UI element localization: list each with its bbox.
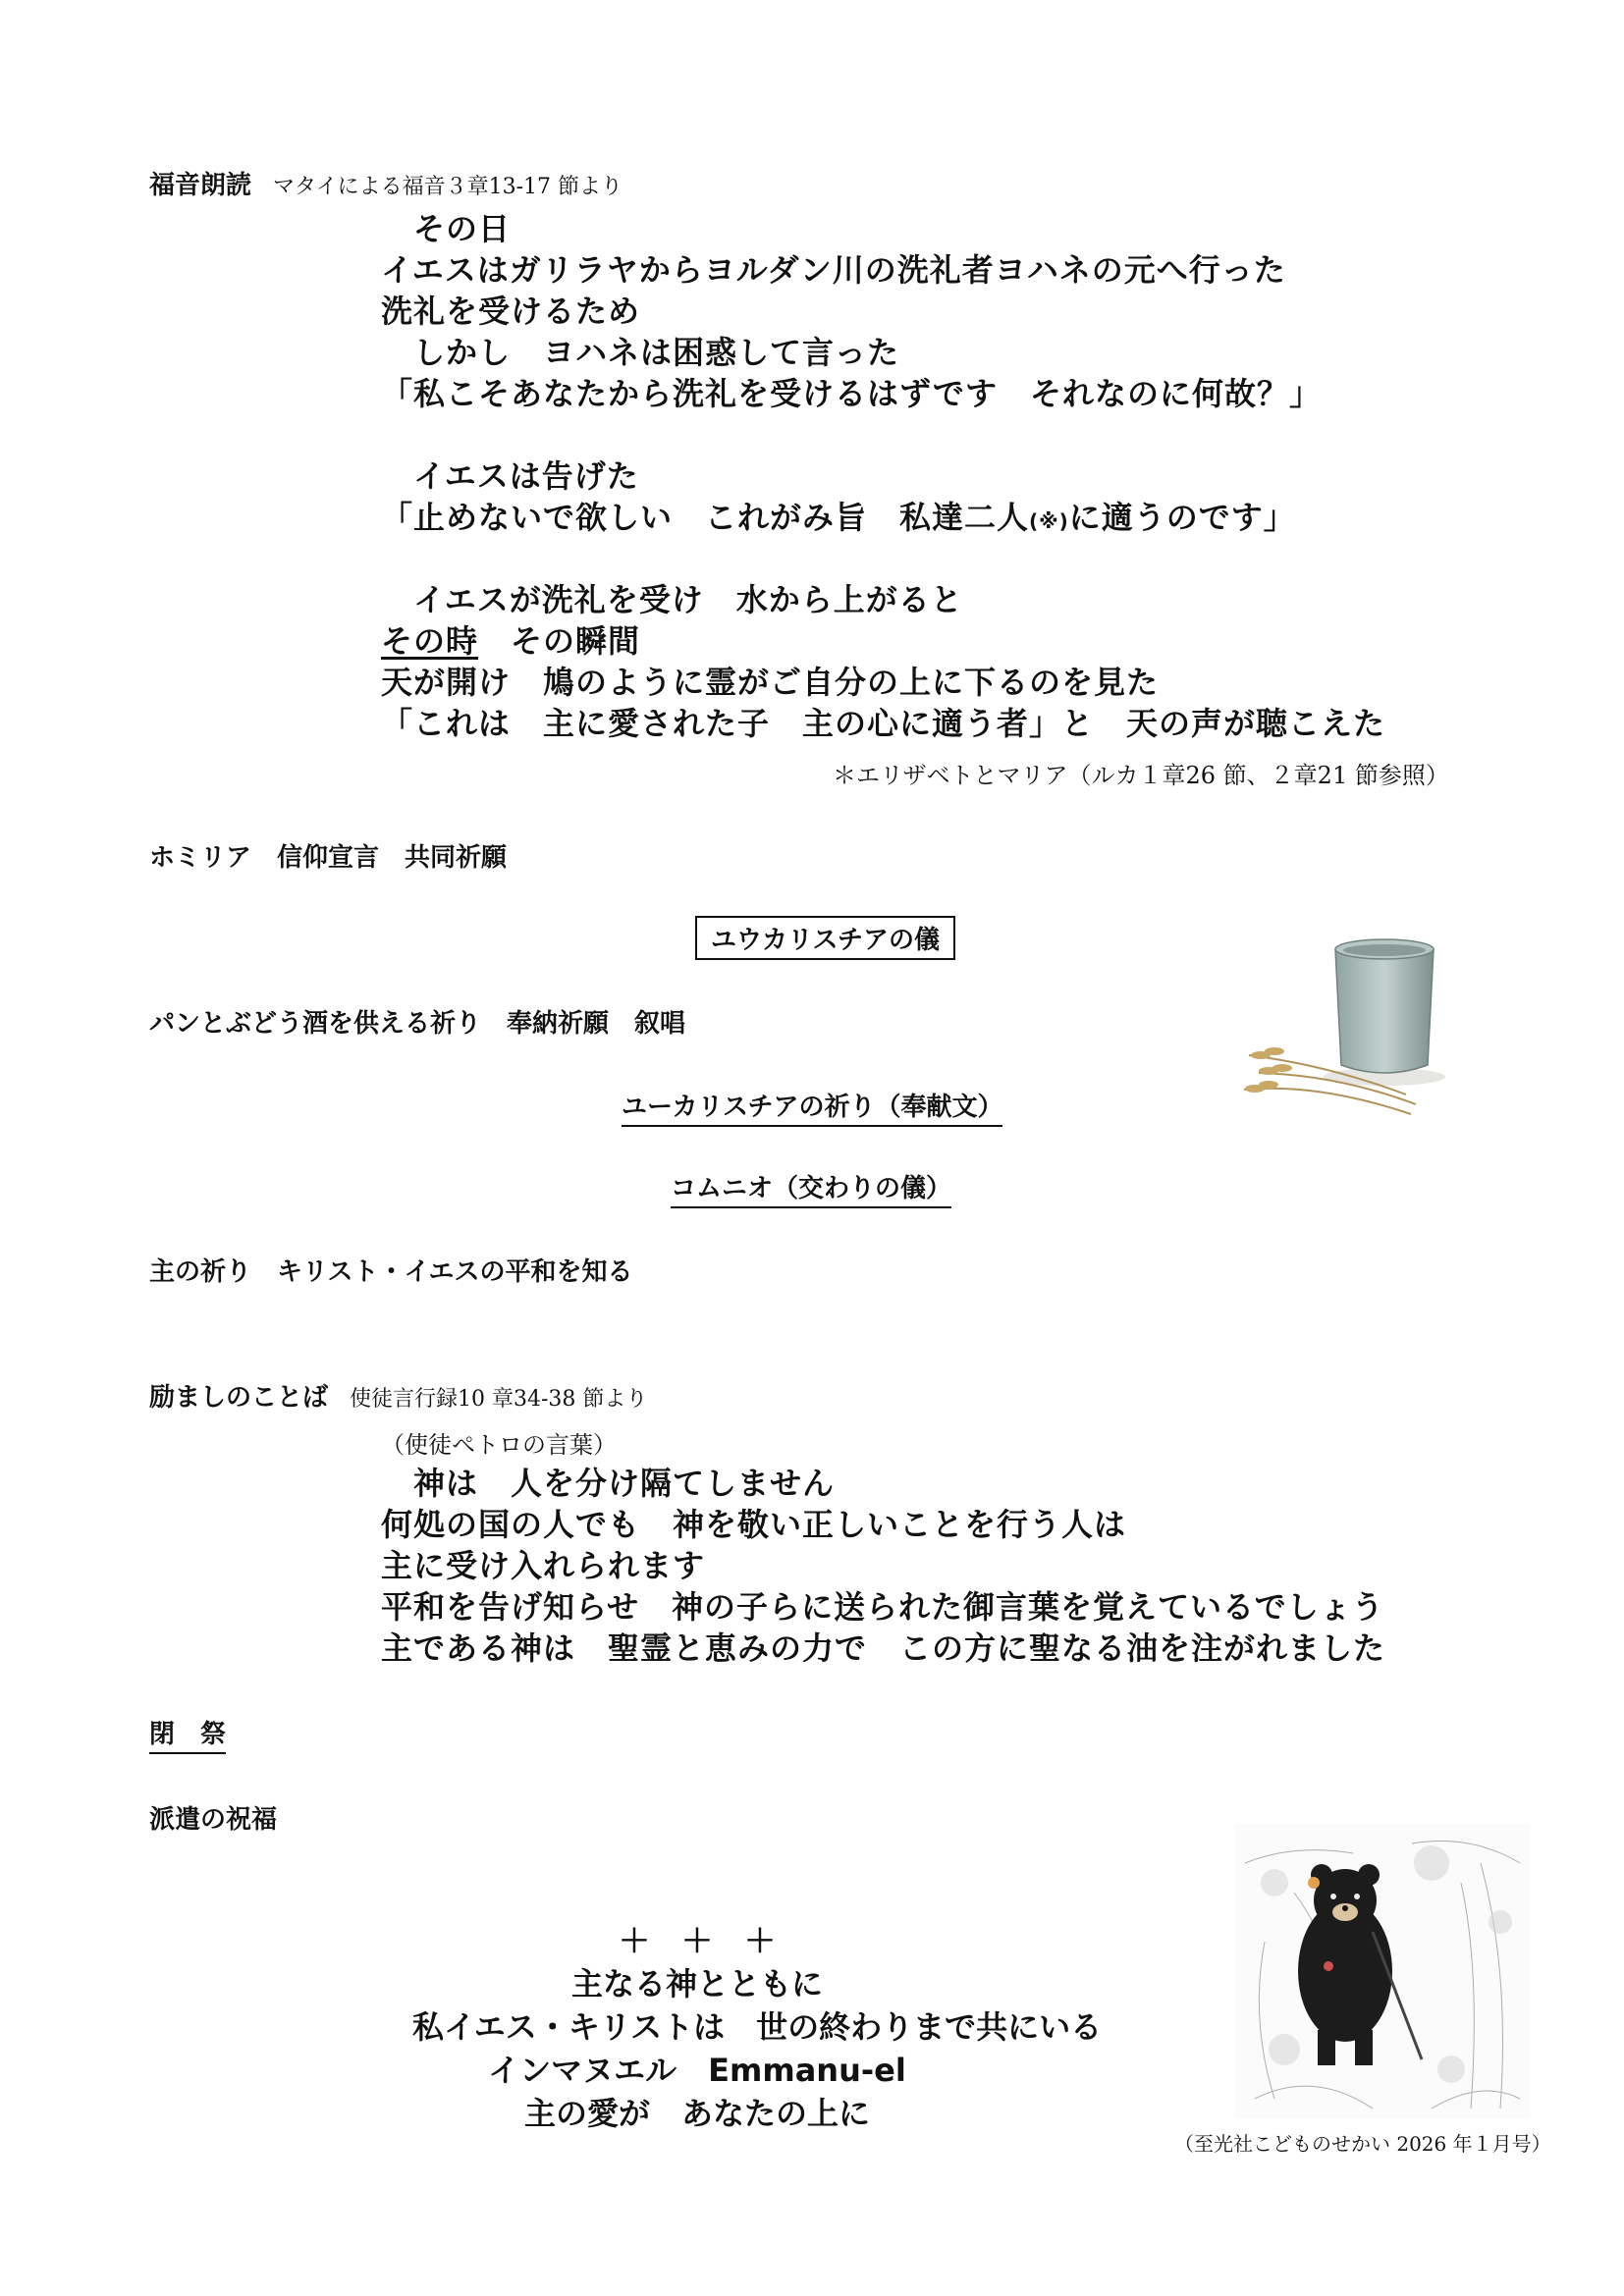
final-blessing-block	[412, 1919, 1103, 2135]
encouragement-reference: 使徒言行録10 章34-38 節より	[350, 1387, 648, 1412]
verse-line-part: その瞬間	[478, 622, 641, 660]
verse-line: 平和を告げ知らせ 神の子らに送られた御言葉を覚えているでしょう	[381, 1588, 1384, 1626]
verse-line: しかし ヨハネは困惑して言った	[381, 334, 900, 371]
verse-line: 「これは 主に愛された子 主の心に適う者」と 天の声が聴こえた	[381, 705, 1386, 742]
encouragement-heading	[149, 1377, 647, 1414]
cup-illustration-svg	[1239, 908, 1455, 1134]
communion-title: コムニオ（交わりの儀）	[671, 1168, 951, 1208]
final-line: 主なる神とともに	[570, 1965, 823, 2002]
offertory-line: パンとぶどう酒を供える祈り 奉納祈願 叙唱	[149, 1009, 686, 1039]
cup-with-wheat-illustration	[1239, 908, 1455, 1134]
footnote-mark: (※)	[1029, 509, 1069, 533]
encouragement-heading-label: 励ましのことば	[149, 1383, 329, 1413]
verse-line: 何処の国の人でも 神を敬い正しいことを行う人は	[381, 1506, 1127, 1543]
bear-illustration-svg	[1235, 1824, 1530, 2118]
eucharist-title: ユウカリスチアの儀	[695, 916, 955, 960]
verse-line: その日	[381, 210, 512, 247]
lords-prayer-line: 主の祈り キリスト・イエスの平和を知る	[149, 1257, 633, 1287]
blessing-line: 派遣の祝福	[149, 1805, 278, 1835]
verse-line: 神は 人を分け隔てしません	[381, 1465, 836, 1502]
bear-in-forest-illustration	[1235, 1824, 1530, 2118]
verse-line: 主である神は 聖霊と恵みの力で この方に聖なる油を注がれました	[381, 1629, 1386, 1667]
verse-line-part: 「止めないで欲しい これがみ旨 私達二人	[381, 499, 1030, 536]
verse-line: イエスはガリラヤからヨルダン川の洗礼者ヨハネの元へ行った	[381, 251, 1286, 289]
encouragement-verse	[381, 1463, 1385, 1669]
final-line: インマヌエル Emmanu-el	[488, 2052, 906, 2089]
verse-line: 天が開け 鳩のように霊がご自分の上に下るのを見た	[381, 664, 1160, 701]
gospel-verse	[381, 208, 1385, 744]
underlined-phrase: その時	[381, 622, 479, 660]
verse-line: イエスが洗礼を受け 水から上がると	[381, 581, 963, 618]
verse-line-part: に適うのです」	[1068, 499, 1296, 536]
verse-line	[381, 497, 1385, 538]
homily-line: ホミリア 信仰宣言 共同祈願	[149, 843, 508, 873]
verse-line: 主に受け入れられます	[381, 1547, 706, 1584]
wheat-heads	[1245, 1047, 1292, 1093]
verse-line: 「私こそあなたから洗礼を受けるはずです それなのに何故？」	[381, 375, 1322, 412]
blank-line	[381, 414, 1385, 455]
gospel-heading-label: 福音朗読	[149, 171, 252, 200]
verse-line: イエスは告げた	[381, 457, 639, 495]
verse-line	[381, 620, 1385, 662]
cross-marks: ＋ ＋ ＋	[618, 1922, 776, 1959]
blank-line	[381, 538, 1385, 579]
encouragement-note: （使徒ペトロの言葉）	[381, 1431, 617, 1459]
verse-line: 洗礼を受けるため	[381, 293, 641, 330]
cup-body	[1335, 949, 1434, 1073]
gospel-footnote: ＊エリザベトとマリア（ルカ１章26 節、２章21 節参照）	[833, 762, 1449, 789]
closing-heading: 閉 祭	[149, 1714, 226, 1754]
illustration-credit: （至光社こどものせかい 2026 年１月号）	[1174, 2132, 1551, 2156]
cup-inside	[1343, 944, 1426, 956]
final-line: 私イエス・キリストは 世の終わりまで共にいる	[412, 2008, 1103, 2046]
eucharistic-prayer-title: ユーカリスチアの祈り（奉献文）	[622, 1087, 1002, 1127]
gospel-reference: マタイによる福音３章13-17 節より	[273, 175, 623, 199]
final-line: 主の愛が あなたの上に	[523, 2095, 870, 2132]
gospel-heading	[149, 165, 623, 201]
